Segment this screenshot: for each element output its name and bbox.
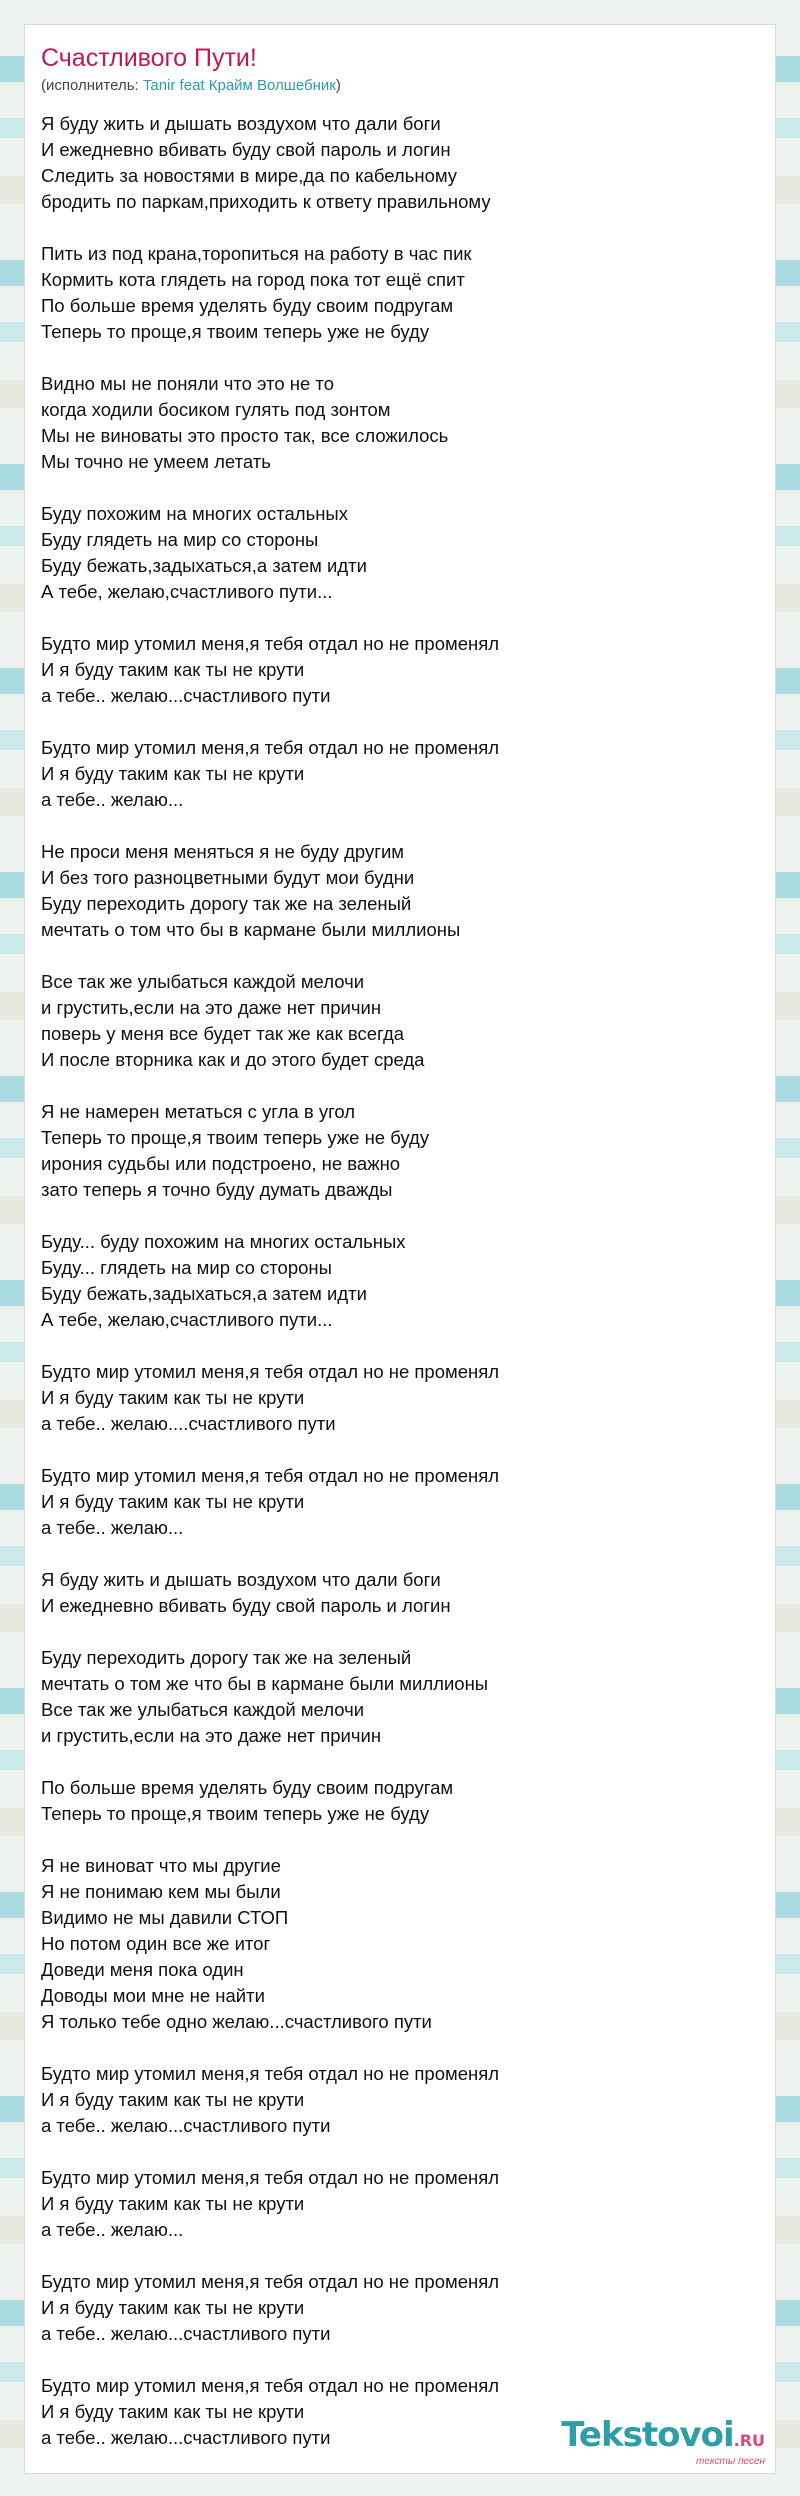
lyrics-line: А тебе, желаю,счастливого пути... [41,581,333,602]
lyrics-line: Будто мир утомил меня,я тебя отдал но не променял [41,2375,500,2396]
lyrics-line: Будто мир утомил меня,я тебя отдал но не променял [41,1465,500,1486]
lyrics-line: Буду бежать,задыхаться,а затем идти [41,555,367,576]
logo-text: Tekstovoi [561,2415,734,2455]
lyrics-line: И я буду таким как ты не крути [41,2193,305,2214]
lyrics-line: И я буду таким как ты не крути [41,2401,305,2422]
lyrics-line: И ежедневно вбивать буду свой пароль и логин [41,1595,451,1616]
lyrics-stanza [41,1359,759,1437]
site-logo[interactable] [561,2417,765,2467]
lyrics-stanza [41,2061,759,2139]
lyrics-line: а тебе.. желаю....счастливого пути [41,1413,336,1434]
lyrics-line: Видно мы не поняли что это не то [41,373,334,394]
lyrics-line: Мы не виноваты это просто так, все сложилось [41,425,449,446]
lyrics-stanza [41,1463,759,1541]
lyrics-line: Мы точно не умеем летать [41,451,271,472]
lyrics-line: Буду... буду похожим на многих остальных [41,1231,406,1252]
lyrics-line: зато теперь я точно буду думать дважды [41,1179,393,1200]
lyrics-line: бродить по паркам,приходить к ответу правильному [41,191,491,212]
lyrics-line: Теперь то проще,я твоим теперь уже не буду [41,1803,430,1824]
lyrics-line: и грустить,если на это даже нет причин [41,1725,382,1746]
lyrics-line: Теперь то проще,я твоим теперь уже не буду [41,321,430,342]
lyrics-line: Будто мир утомил меня,я тебя отдал но не променял [41,1361,500,1382]
performer-line [41,77,759,95]
lyrics-line: И после вторника как и до этого будет среда [41,1049,425,1070]
lyrics-line: Будто мир утомил меня,я тебя отдал но не променял [41,737,500,758]
lyrics-line: Буду... глядеть на мир со стороны [41,1257,332,1278]
lyrics-line: и грустить,если на это даже нет причин [41,997,382,1018]
lyrics-line: Я не виноват что мы другие [41,1855,281,1876]
lyrics-line: Буду переходить дорогу так же на зеленый [41,893,412,914]
lyrics-stanza [41,631,759,709]
lyrics-stanza [41,1775,759,1827]
lyrics-line: Кормить кота глядеть на город пока тот ещё спит [41,269,465,290]
lyrics-line: Не проси меня меняться я не буду другим [41,841,404,862]
lyrics-line: Я не намерен метаться с угла в угол [41,1101,356,1122]
lyrics-stanza [41,2165,759,2243]
lyrics-stanza [41,241,759,345]
lyrics-line: И я буду таким как ты не крути [41,763,305,784]
lyrics-line: И я буду таким как ты не крути [41,1491,305,1512]
lyrics-line: И я буду таким как ты не крути [41,2089,305,2110]
lyrics-line: ирония судьбы или подстроено, не важно [41,1153,401,1174]
lyrics-line: Буду глядеть на мир со стороны [41,529,319,550]
lyrics-line: А тебе, желаю,счастливого пути... [41,1309,333,1330]
lyrics-line: Я буду жить и дышать воздухом что дали боги [41,1569,441,1590]
lyrics-line: когда ходили босиком гулять под зонтом [41,399,391,420]
lyrics-line: Пить из под крана,торопиться на работу в час пик [41,243,472,264]
lyrics-stanza [41,111,759,215]
lyrics-line: а тебе.. желаю...счастливого пути [41,2115,331,2136]
lyrics-line: Следить за новостями в мире,да по кабельному [41,165,458,186]
lyrics-stanza [41,969,759,1073]
lyrics-line: И без того разноцветными будут мои будни [41,867,415,888]
artist-link[interactable]: Tanir feat Крайм Волшебник [142,77,336,94]
lyrics-line: Буду переходить дорогу так же на зеленый [41,1647,412,1668]
song-title: Счастливого Пути! [41,44,257,72]
lyrics-stanza [41,1099,759,1203]
lyrics-stanza [41,2269,759,2347]
lyrics-line: а тебе.. желаю... [41,789,184,810]
lyrics-line: Я буду жить и дышать воздухом что дали боги [41,113,441,134]
lyrics-line: Но потом один все же итог [41,1933,271,1954]
lyrics-line: а тебе.. желаю... [41,1517,184,1538]
lyrics-body [41,111,759,2451]
lyrics-line: Будто мир утомил меня,я тебя отдал но не променял [41,2167,500,2188]
lyrics-line: Теперь то проще,я твоим теперь уже не буду [41,1127,430,1148]
lyrics-line: По больше время уделять буду своим подругам [41,1777,454,1798]
lyrics-line: И ежедневно вбивать буду свой пароль и логин [41,139,451,160]
lyrics-line: мечтать о том что бы в кармане были миллионы [41,919,461,940]
lyrics-stanza [41,735,759,813]
lyrics-line: а тебе.. желаю...счастливого пути [41,2427,331,2448]
logo-suffix: .RU [733,2431,765,2450]
lyrics-card [24,24,776,2474]
lyrics-line: Все так же улыбаться каждой мелочи [41,971,365,992]
lyrics-line: Видимо не мы давили СТОП [41,1907,289,1928]
lyrics-line: И я буду таким как ты не крути [41,659,305,680]
logo-tagline: тексты песен [696,2456,765,2467]
lyrics-line: мечтать о том же что бы в кармане были миллионы [41,1673,489,1694]
lyrics-stanza [41,1853,759,2035]
lyrics-line: а тебе.. желаю...счастливого пути [41,685,331,706]
lyrics-stanza [41,839,759,943]
lyrics-line: Буду бежать,задыхаться,а затем идти [41,1283,367,1304]
logo-wordmark [561,2417,765,2459]
lyrics-line: И я буду таким как ты не крути [41,1387,305,1408]
lyrics-line: поверь у меня все будет так же как всегда [41,1023,405,1044]
lyrics-stanza [41,1645,759,1749]
lyrics-line: Я только тебе одно желаю...счастливого пути [41,2011,432,2032]
lyrics-line: По больше время уделять буду своим подругам [41,295,454,316]
lyrics-line: а тебе.. желаю... [41,2219,184,2240]
lyrics-line: Будто мир утомил меня,я тебя отдал но не променял [41,633,500,654]
lyrics-line: Все так же улыбаться каждой мелочи [41,1699,365,1720]
performer-suffix: ) [335,77,341,94]
lyrics-line: Доводы мои мне не найти [41,1985,265,2006]
lyrics-line: Будто мир утомил меня,я тебя отдал но не променял [41,2063,500,2084]
lyrics-line: Я не понимаю кем мы были [41,1881,281,1902]
lyrics-line: Буду похожим на многих остальных [41,503,348,524]
performer-prefix: (исполнитель: [41,77,143,94]
lyrics-stanza [41,371,759,475]
lyrics-line: а тебе.. желаю...счастливого пути [41,2323,331,2344]
lyrics-stanza [41,501,759,605]
lyrics-stanza [41,1229,759,1333]
lyrics-line: Будто мир утомил меня,я тебя отдал но не променял [41,2271,500,2292]
lyrics-line: И я буду таким как ты не крути [41,2297,305,2318]
lyrics-line: Доведи меня пока один [41,1959,244,1980]
lyrics-stanza [41,1567,759,1619]
